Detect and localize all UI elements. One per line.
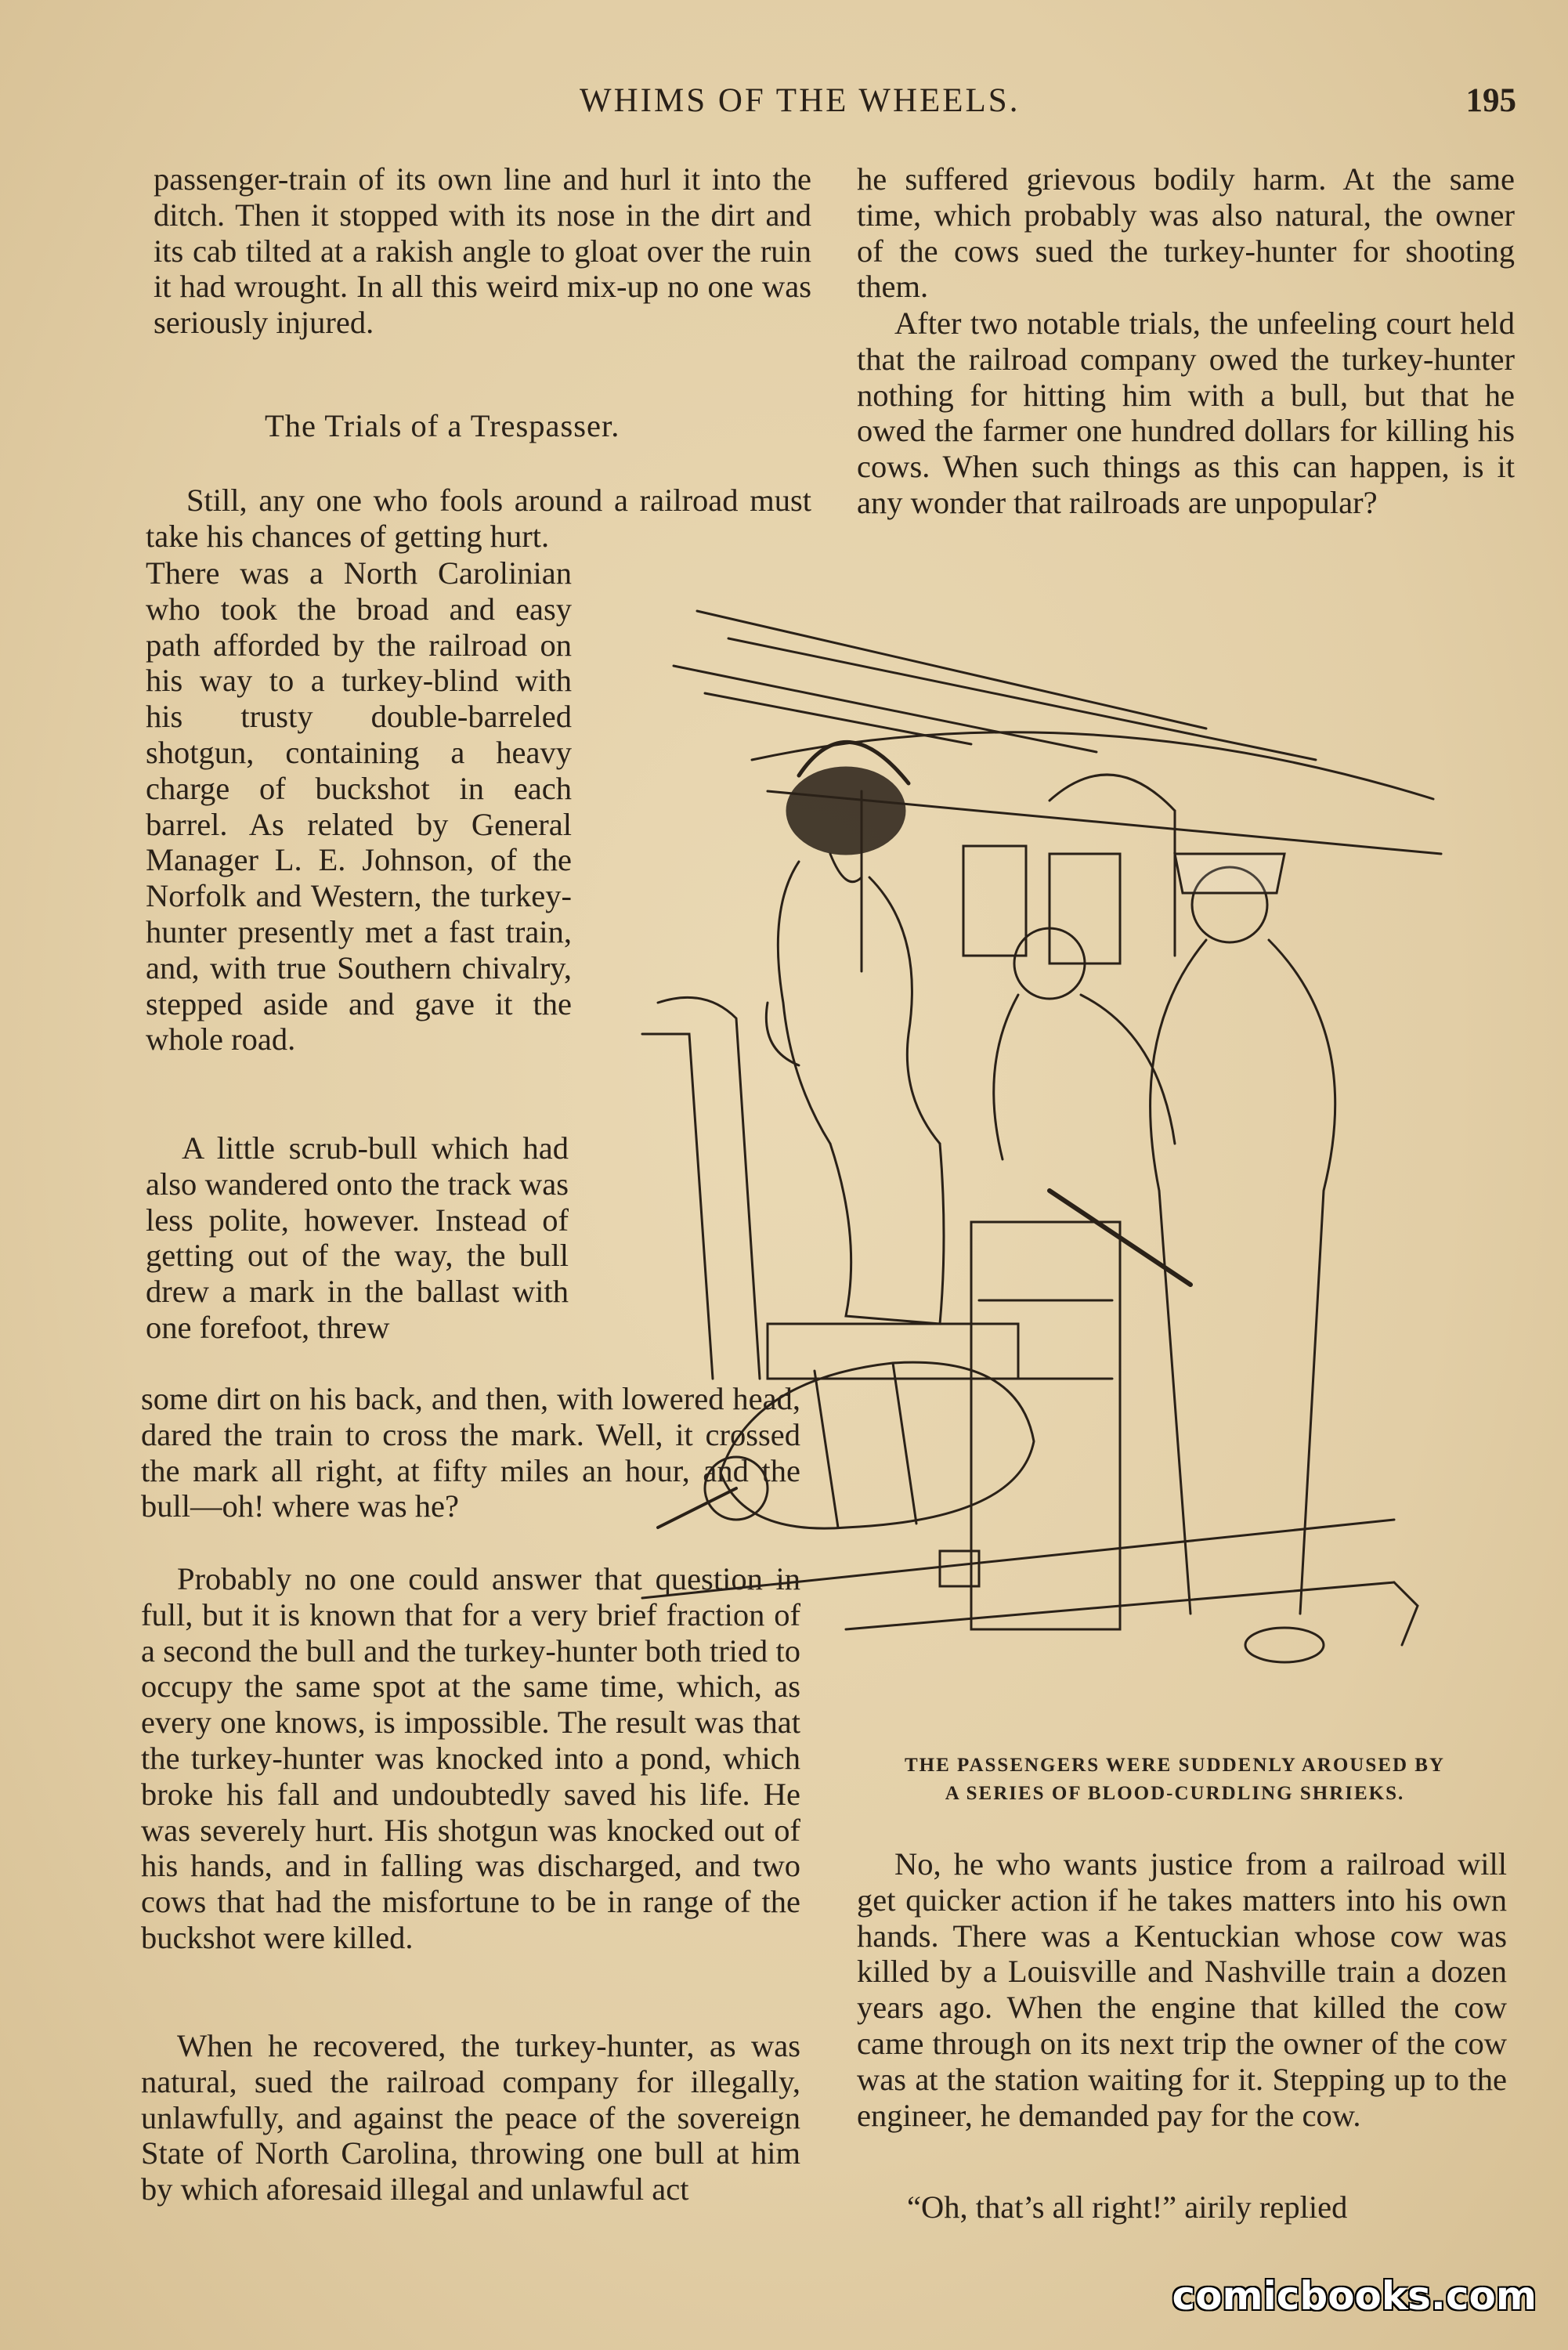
right-paragraph-4: “Oh, that’s all right!” airily replied [907, 2189, 1348, 2225]
right-paragraph-2: After two notable trials, the unfeeling court held that the railroad company owed the turkey-hunter nothing for hitting him with a bull, but that he owed the farmer one hundred dollars for killing his cows. When such things as this can happen, is it any wonder that railroads are unpopular? [857, 306, 1515, 520]
illustration-caption [846, 1752, 1504, 1808]
passenger-car-illustration [611, 595, 1543, 1723]
right-paragraph-3: No, he who wants justice from a railroad will get quicker action if he takes matters into his own hands. There was a Kentuckian whose cow was killed by a Louisville and Nashville train a dozen years ago. When the engine that killed the cow came through on its next trip the owner of the cow was at the station waiting for it. Stepping up to the engineer, he demanded pay for the cow. [857, 1846, 1507, 2133]
left-paragraph-6: When he recovered, the turkey-hunter, as was natural, sued the railroad company for illegally, unlawfully, and against the peace of the sovereign State of North Carolina, throwing one bull at him by which aforesaid illegal and unlawful act [141, 2028, 800, 2207]
section-heading: The Trials of a Trespasser. [265, 408, 620, 443]
left-paragraph-3: There was a North Carolinian who took the broad and easy path afforded by the railroad on his way to a turkey-blind with his trusty double-barreled shotgun, containing a heavy charge of buckshot in each barrel. As related by General Manager L. E. Johnson, of the Norfolk and Western, the turkey-hunter presently met a fast train, and, with true Southern chivalry, stepped aside and gave it the whole road. [146, 555, 572, 1058]
left-paragraph-1: passenger-train of its own line and hurl it into the ditch. Then it stopped with its nose in the dirt and its cab tilted at a rakish angle to gloat over the ruin it had wrought. In all this weird mix-up no one was seriously injured. [154, 161, 811, 341]
left-paragraph-5: Probably no one could answer that question in full, but it is known that for a very brief fraction of a second the bull and the turkey-hunter both tried to occupy the same spot at the same time, which, as every one knows, is impossible. The result was that the turkey-hunter was knocked into a pond, which broke his fall and undoubtedly saved his life. He was severely hurt. His shotgun was knocked out of his hands, and in falling was discharged, and two cows that had the misfortune to be in range of the buckshot were killed. [141, 1561, 800, 1955]
page-header [0, 81, 1568, 128]
left-paragraph-4-continued: some dirt on his back, and then, with lowered head, dared the train to cross the mark. Well, it crossed the mark all right, at fifty miles an hour, and the bull—oh! where was he? [141, 1381, 800, 1524]
left-paragraph-2: Still, any one who fools around a railroad must take his chances of getting hurt. [146, 483, 811, 554]
page-number: 195 [1465, 82, 1516, 119]
right-paragraph-1: he suffered grievous bodily harm. At the same time, which probably was also natural, the owner of the cows sued the turkey-hunter for shooting them. [857, 161, 1515, 305]
left-paragraph-4: A little scrub-bull which had also wandered onto the track was less polite, however. Instead of getting out of the way, the bull drew a mark in the ballast with one forefoot, threw [146, 1130, 569, 1345]
caption-line-2: A SERIES OF BLOOD-CURDLING SHRIEKS. [945, 1783, 1405, 1804]
caption-line-1: THE PASSENGERS WERE SUDDENLY AROUSED BY [905, 1755, 1445, 1776]
running-title: WHIMS OF THE WHEELS. [580, 82, 1021, 119]
site-watermark: comicbooks.com [1172, 2273, 1537, 2319]
